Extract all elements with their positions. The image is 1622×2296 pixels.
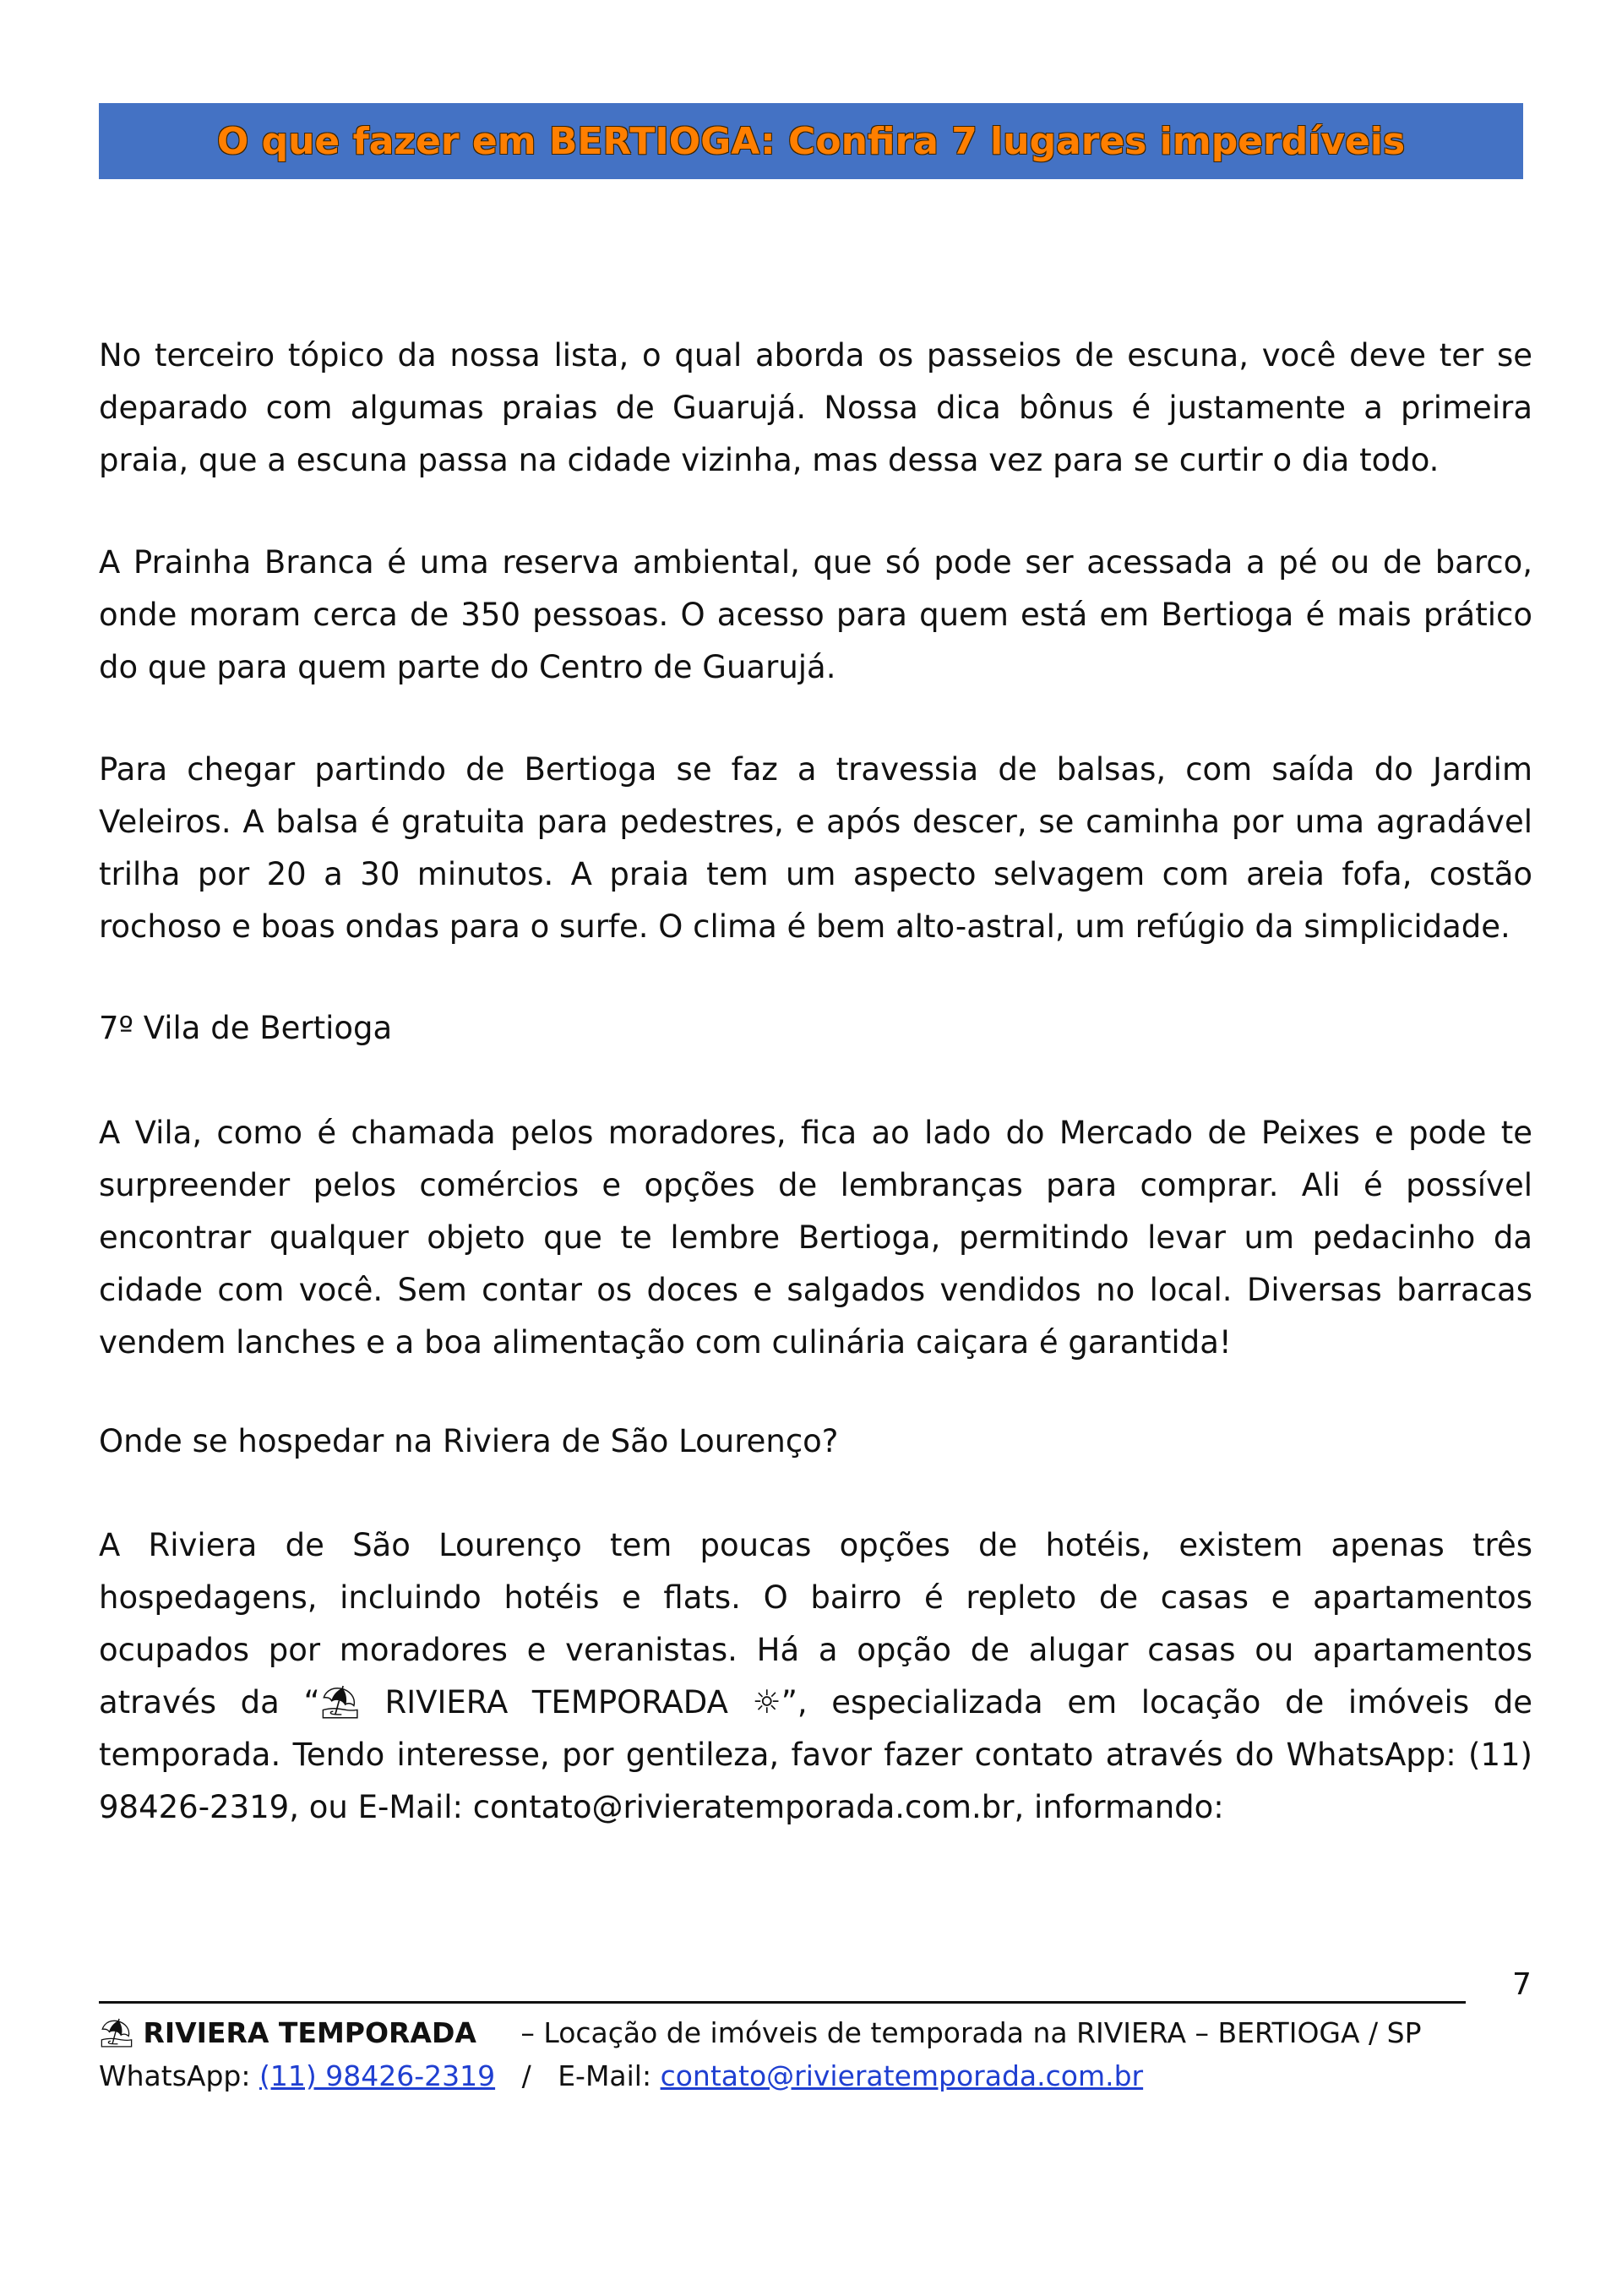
title-banner xyxy=(99,103,1523,179)
beach-umbrella-icon: ⛱ xyxy=(99,2016,134,2049)
footer-tagline: – Locação de imóveis de temporada na RIVIERA – BERTIOGA / SP xyxy=(520,2016,1422,2049)
sun-icon: ☼ xyxy=(752,1683,781,1721)
page-title: O que fazer em BERTIOGA: Confira 7 lugares imperdíveis xyxy=(216,119,1406,163)
paragraph-hospedagem-text-1: A Riviera de São Lourenço tem poucas opções de hotéis, existem apenas três hospedagens, incluindo hotéis e flats. O bairro é repleto de casas e apartamentos ocupados por moradores e veranistas. Há a opção de alugar casas ou apartamentos através da “ xyxy=(99,1527,1532,1721)
whatsapp-link[interactable]: (11) 98426-2319 xyxy=(259,2059,496,2092)
paragraph-hospedagem xyxy=(99,1519,1532,1834)
whatsapp-label: WhatsApp: xyxy=(99,2059,259,2092)
paragraph-escuna-intro: No terceiro tópico da nossa lista, o qual aborda os passeios de escuna, você deve ter se deparado com algumas praias de Guarujá. Nossa dica bônus é justamente a primeira praia, que a escuna passa na cidade vizinha, mas dessa vez para se curtir o dia todo. xyxy=(99,337,1532,478)
beach-umbrella-icon: ⛱ xyxy=(319,1683,361,1721)
paragraph-travessia-balsas: Para chegar partindo de Bertioga se faz a travessia de balsas, com saída do Jardim Veleiros. A balsa é gratuita para pedestres, e após descer, se caminha por uma agradável trilha por 20 a 30 minutos. A praia tem um aspecto selvagem com areia fofa, costão rochoso e boas ondas para o surfe. O clima é bem alto-astral, um refúgio da simplicidade. xyxy=(99,751,1532,945)
email-label: E-Mail: xyxy=(558,2059,661,2092)
footer-brand: RIVIERA TEMPORADA xyxy=(143,2016,476,2049)
section-heading-hospedar: Onde se hospedar na Riviera de São Lourenço? xyxy=(99,1423,839,1459)
footer-brand-row xyxy=(99,2016,1422,2050)
paragraph-prainha-branca: A Prainha Branca é uma reserva ambiental, que só pode ser acessada a pé ou de barco, onde moram cerca de 350 pessoas. O acesso para quem está em Bertioga é mais prático do que para quem parte do Centro de Guarujá. xyxy=(99,544,1532,685)
footer-contact-row xyxy=(99,2059,1143,2092)
paragraph-hospedagem-text-2: ”, especializada em locação de imóveis de temporada. Tendo interesse, por gentileza, favor fazer contato através do WhatsApp: (11) 98426-2319, ou E-Mail: contato@rivieratemporada.com.br, informando: xyxy=(99,1684,1532,1825)
paragraph-vila-bertioga: A Vila, como é chamada pelos moradores, fica ao lado do Mercado de Peixes e pode te surpreender pelos comércios e opções de lembranças para comprar. Ali é possível encontrar qualquer objeto que te lembre Bertioga, permitindo levar um pedacinho da cidade com você. Sem contar os doces e salgados vendidos no local. Diversas barracas vendem lanches e a boa alimentação com culinária caiçara é garantida! xyxy=(99,1115,1532,1361)
page-number: 7 xyxy=(1512,1967,1532,2002)
email-link[interactable]: contato@rivieratemporada.com.br xyxy=(660,2059,1144,2092)
section-heading-vila: 7º Vila de Bertioga xyxy=(99,1010,393,1046)
brand-inline: RIVIERA TEMPORADA xyxy=(360,1684,753,1721)
footer-divider xyxy=(99,2001,1466,2004)
contact-separator: / xyxy=(521,2059,531,2092)
